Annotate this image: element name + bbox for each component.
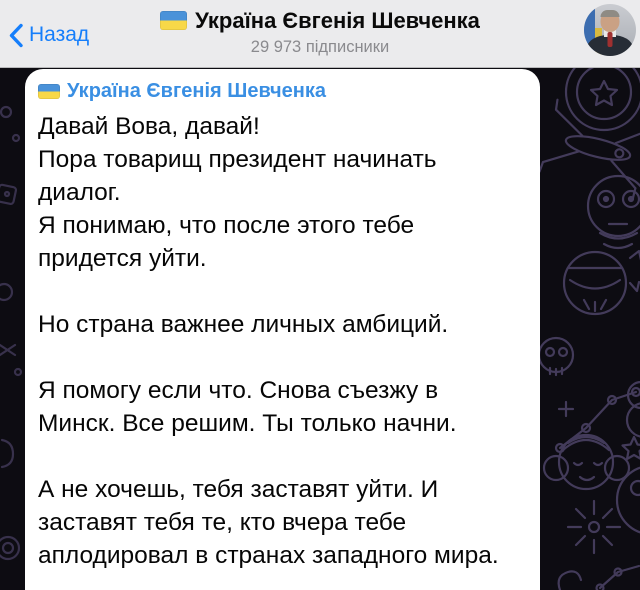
message-line: Пора товарищ президент начинать bbox=[38, 146, 437, 173]
c3po-doodle-icon bbox=[588, 176, 640, 248]
message-blank-line bbox=[38, 275, 528, 308]
skull-doodle-icon bbox=[539, 338, 573, 375]
sunburst-doodle-icon bbox=[568, 501, 620, 553]
chat-title: Україна Євгенія Шевченка bbox=[195, 7, 480, 33]
subscriber-count: 29 973 підписники bbox=[250, 38, 390, 56]
ukraine-flag-emoji bbox=[160, 11, 187, 30]
constellation-doodle-icon bbox=[597, 566, 640, 590]
death-star-doodle-icon bbox=[617, 466, 640, 534]
back-button-label: Назад bbox=[29, 23, 90, 46]
channel-avatar[interactable] bbox=[584, 4, 636, 56]
message-line: Давай Вова, давай! bbox=[38, 113, 260, 140]
message-line: Минск. Все решим. Ты только начни. bbox=[38, 410, 457, 437]
x-wing-doodle-icon bbox=[539, 97, 640, 198]
message-line: диалог. bbox=[38, 179, 121, 206]
message-bubble[interactable] bbox=[25, 69, 540, 590]
stormtrooper-doodle-icon bbox=[564, 252, 626, 314]
left-strip-doodles bbox=[0, 107, 21, 559]
message-line: Я понимаю, что после этого тебе bbox=[38, 212, 415, 239]
star-doodle-icon bbox=[623, 437, 640, 459]
chat-title-block[interactable] bbox=[70, 7, 570, 57]
message-line: Но страна важнее личных амбиций. bbox=[38, 311, 449, 338]
message-blank-line bbox=[38, 341, 528, 374]
back-chevron-icon bbox=[9, 23, 23, 48]
ukraine-flag-emoji bbox=[38, 84, 60, 99]
message-blank-line bbox=[38, 440, 528, 473]
message-line: заставят тебя те, кто вчера тебе bbox=[38, 509, 407, 536]
leia-doodle-icon bbox=[544, 435, 629, 489]
message-line: Я помогу если что. Снова съезжу в bbox=[38, 377, 439, 404]
avatar-tie bbox=[608, 32, 613, 47]
avatar-hair bbox=[601, 10, 620, 17]
starburst-doodle-icon bbox=[630, 251, 640, 291]
message-line: аплодировал в странах западного мира. bbox=[38, 542, 499, 569]
chat-title-row bbox=[70, 7, 570, 34]
navigation-bar bbox=[0, 0, 640, 68]
message-line: придется уйти. bbox=[38, 245, 207, 272]
message-channel-name[interactable]: Україна Євгенія Шевченка bbox=[67, 79, 326, 102]
message-text bbox=[38, 110, 528, 572]
swirl-doodle-icon bbox=[559, 571, 581, 590]
message-header bbox=[38, 79, 528, 103]
message-line: А не хочешь, тебя заставят уйти. И bbox=[38, 476, 439, 503]
